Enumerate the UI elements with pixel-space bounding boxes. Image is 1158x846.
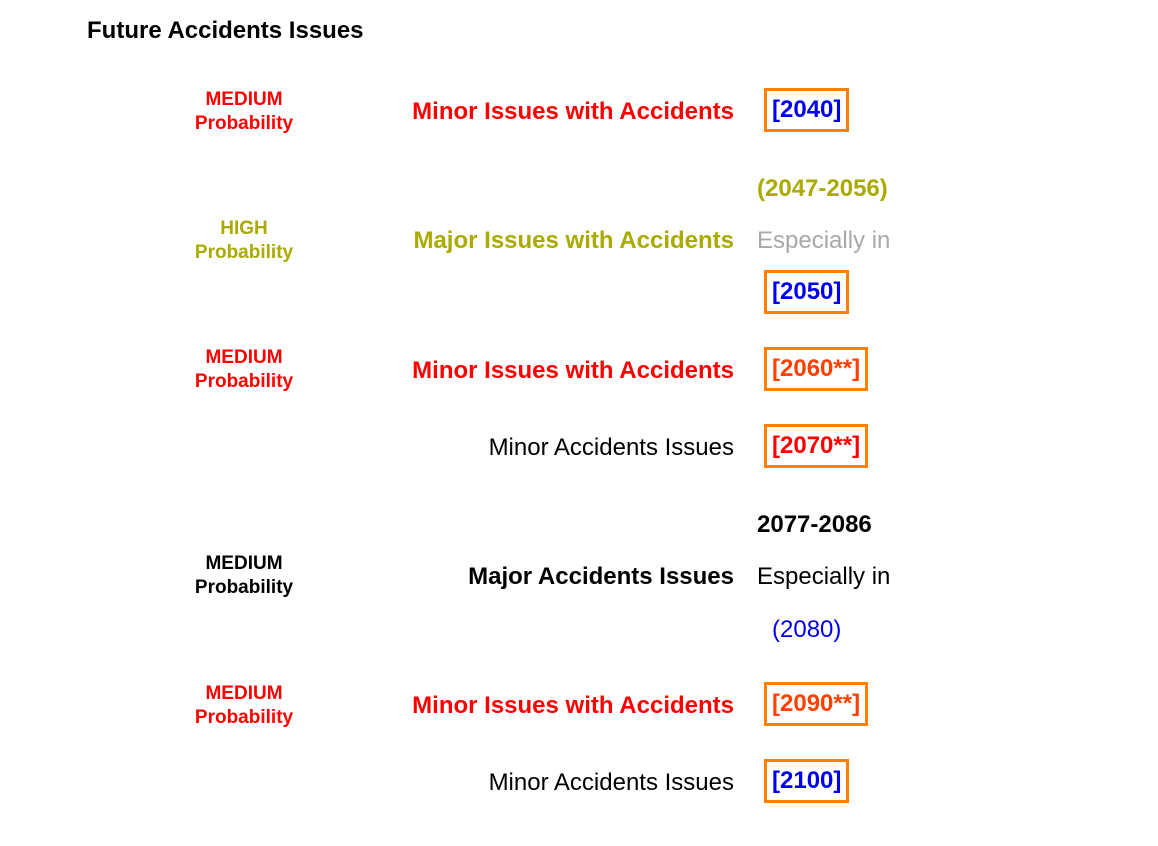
probability-level: MEDIUM: [205, 89, 283, 110]
year-label: (2080): [772, 616, 842, 643]
probability-word: Probability: [194, 113, 294, 134]
issue-label: Minor Accidents Issues: [488, 434, 734, 461]
probability-level: MEDIUM: [205, 553, 283, 574]
issue-label: Major Issues with Accidents: [413, 227, 734, 254]
year-box: [2090**]: [764, 682, 868, 726]
issue-label: Minor Accidents Issues: [488, 769, 734, 796]
especially-in-label: Especially in: [757, 227, 891, 254]
issue-label: Minor Issues with Accidents: [412, 357, 734, 384]
year-range: 2077-2086: [757, 511, 872, 538]
year-box: [2050]: [764, 270, 849, 314]
issue-label: Major Accidents Issues: [468, 563, 734, 590]
issue-label: Minor Issues with Accidents: [412, 98, 734, 125]
probability-word: Probability: [194, 577, 294, 598]
probability-word: Probability: [194, 371, 294, 392]
probability-word: Probability: [194, 242, 294, 263]
probability-label: [164, 88, 324, 136]
probability-level: MEDIUM: [205, 683, 283, 704]
probability-level: HIGH: [220, 218, 268, 239]
probability-word: Probability: [194, 707, 294, 728]
page-title: Future Accidents Issues: [87, 17, 364, 44]
year-box: [2060**]: [764, 347, 868, 391]
probability-label: [164, 552, 324, 600]
probability-level: MEDIUM: [205, 347, 283, 368]
especially-in-label: Especially in: [757, 563, 891, 590]
year-box: [2100]: [764, 759, 849, 803]
year-range: (2047-2056): [757, 175, 888, 202]
issue-label: Minor Issues with Accidents: [412, 692, 734, 719]
probability-label: [164, 217, 324, 265]
year-box: [2070**]: [764, 424, 868, 468]
probability-label: [164, 682, 324, 730]
year-box: [2040]: [764, 88, 849, 132]
probability-label: [164, 346, 324, 394]
